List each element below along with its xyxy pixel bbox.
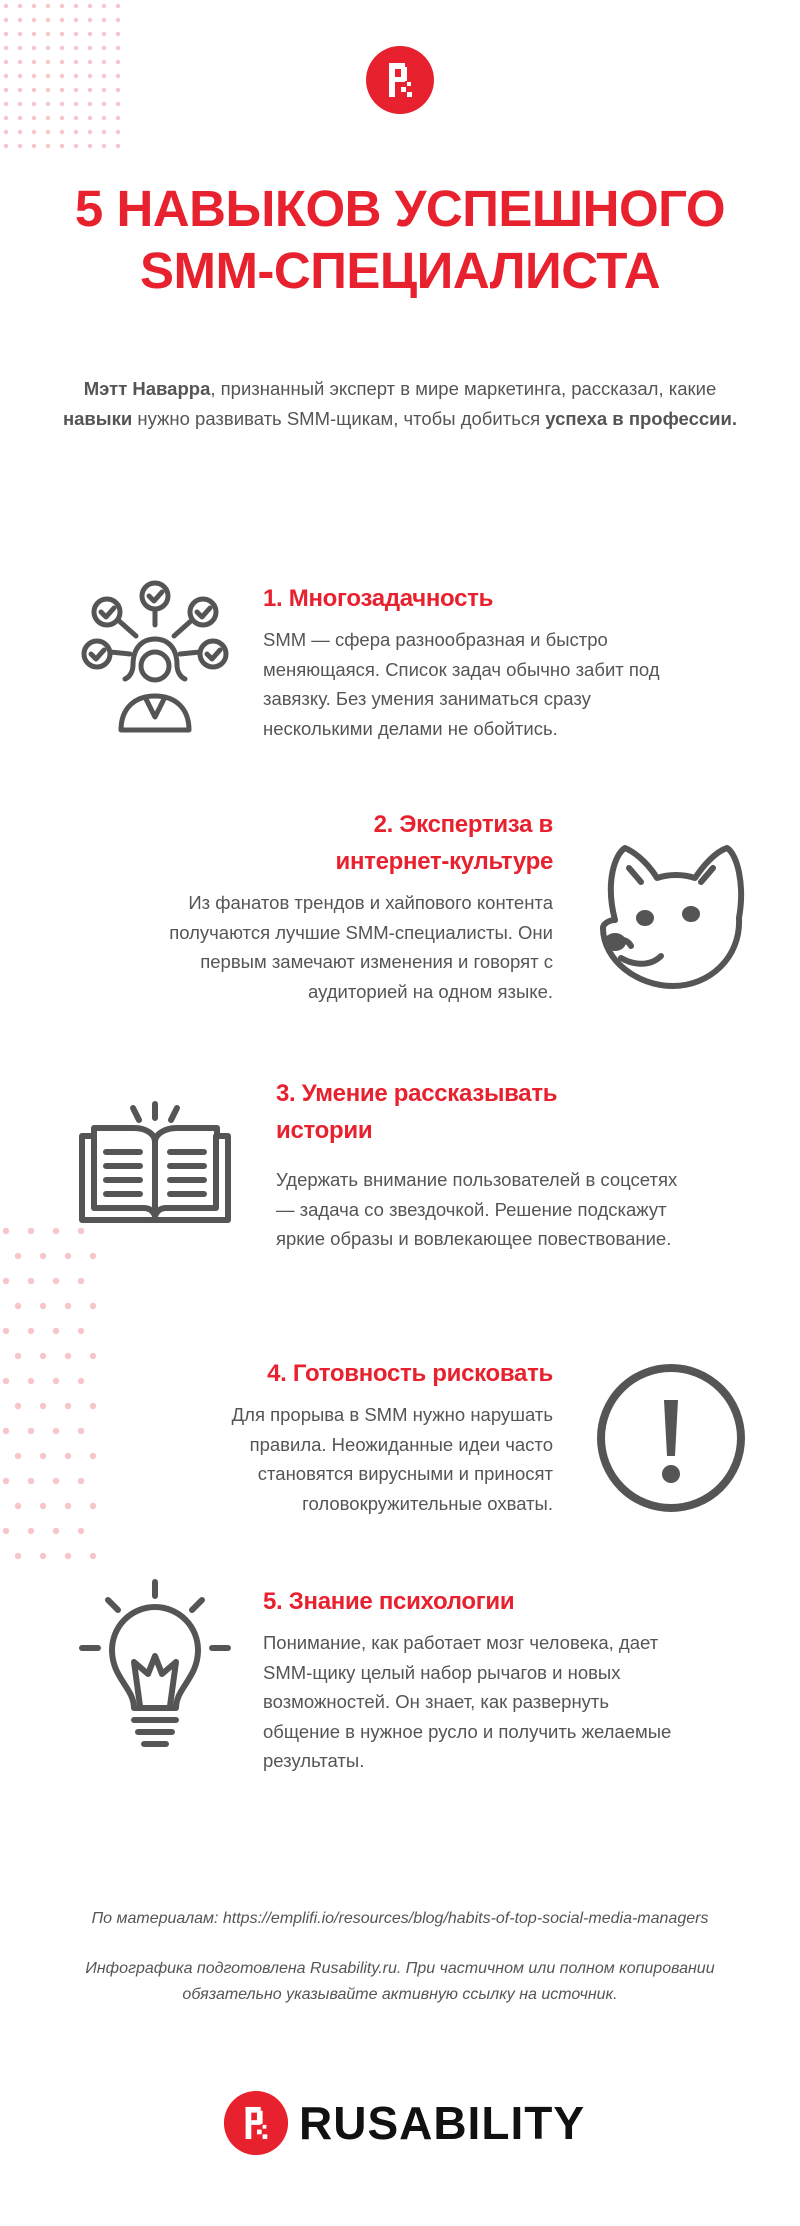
decor-dot bbox=[102, 130, 106, 134]
decor-dot bbox=[116, 32, 120, 36]
decor-dot bbox=[18, 32, 22, 36]
decor-dot bbox=[88, 116, 92, 120]
decor-dot bbox=[18, 144, 22, 148]
decor-dot bbox=[116, 88, 120, 92]
section-title: 5. Знание психологии bbox=[263, 1588, 515, 1615]
decor-dot bbox=[4, 60, 8, 64]
decor-dot bbox=[18, 88, 22, 92]
decor-dot bbox=[15, 1553, 21, 1559]
decor-dot bbox=[78, 1378, 84, 1384]
decor-dot bbox=[46, 144, 50, 148]
decor-dot bbox=[116, 4, 120, 8]
intro-author: Мэтт Наварра bbox=[83, 378, 211, 399]
section-internet-culture bbox=[130, 806, 553, 1006]
decor-dot bbox=[88, 46, 92, 50]
decor-dot bbox=[46, 46, 50, 50]
decor-dot bbox=[28, 1428, 34, 1434]
section-multitasking bbox=[263, 580, 683, 743]
decor-dot bbox=[28, 1228, 34, 1234]
decor-dot bbox=[18, 18, 22, 22]
decor-dot bbox=[74, 32, 78, 36]
decor-dot bbox=[3, 1378, 9, 1384]
decor-dot bbox=[53, 1228, 59, 1234]
decor-dot bbox=[88, 18, 92, 22]
intro-paragraph: Мэтт Наварра, признанный эксперт в мире маркетинга, рассказал, какие навыки нужно развивать SMM-щикам, чтобы добиться успеха в профессии. bbox=[62, 378, 738, 429]
decor-dot bbox=[74, 144, 78, 148]
decor-dot bbox=[40, 1303, 46, 1309]
decor-dot bbox=[4, 46, 8, 50]
decor-dot bbox=[88, 144, 92, 148]
decor-dot bbox=[116, 46, 120, 50]
decor-dot bbox=[88, 60, 92, 64]
decor-dot bbox=[18, 116, 22, 120]
section-body: Для прорыва в SMM нужно нарушать правила. Неожиданные идеи часто становятся вирусными и приносят головокружительные охваты. bbox=[231, 1404, 553, 1514]
decor-dot bbox=[88, 4, 92, 8]
decor-dot bbox=[74, 18, 78, 22]
decor-dot bbox=[90, 1303, 96, 1309]
dot-pattern-left bbox=[0, 1225, 100, 1605]
decor-dot bbox=[90, 1353, 96, 1359]
decor-dot bbox=[15, 1503, 21, 1509]
section-body: SMM — сфера разнообразная и быстро меняющаяся. Список задач обычно забит под завязку. Без умения заниматься сразу несколькими делами не обойтись. bbox=[263, 629, 660, 739]
decor-dot bbox=[65, 1353, 71, 1359]
decor-dot bbox=[3, 1478, 9, 1484]
decor-dot bbox=[74, 102, 78, 106]
decor-dot bbox=[74, 60, 78, 64]
decor-dot bbox=[74, 74, 78, 78]
section-risk bbox=[150, 1355, 553, 1518]
section-body: Понимание, как работает мозг человека, дает SMM-щику целый набор рычагов и новых возможностей. Он знает, как развернуть общение в нужное русло и получить желаемые результаты. bbox=[263, 1632, 672, 1771]
source-link-text: По материалам: https://emplifi.io/resources/blog/habits-of-top-social-media-managers bbox=[91, 1910, 709, 1927]
decor-dot bbox=[3, 1328, 9, 1334]
decor-dot bbox=[60, 102, 64, 106]
decor-dot bbox=[4, 4, 8, 8]
decor-dot bbox=[60, 144, 64, 148]
decor-dot bbox=[32, 102, 36, 106]
decor-dot bbox=[46, 18, 50, 22]
decor-dot bbox=[32, 60, 36, 64]
decor-dot bbox=[74, 88, 78, 92]
decor-dot bbox=[90, 1253, 96, 1259]
decor-dot bbox=[28, 1278, 34, 1284]
decor-dot bbox=[32, 116, 36, 120]
decor-dot bbox=[40, 1253, 46, 1259]
decor-dot bbox=[46, 102, 50, 106]
decor-dot bbox=[102, 144, 106, 148]
decor-dot bbox=[46, 4, 50, 8]
decor-dot bbox=[3, 1228, 9, 1234]
section-title: 1. Многозадачность bbox=[263, 585, 494, 612]
decor-dot bbox=[32, 144, 36, 148]
decor-dot bbox=[102, 102, 106, 106]
decor-dot bbox=[28, 1328, 34, 1334]
decor-dot bbox=[116, 130, 120, 134]
rusability-logo-icon bbox=[223, 2090, 289, 2156]
decor-dot bbox=[102, 116, 106, 120]
dot-pattern-top-left bbox=[0, 0, 120, 160]
decor-dot bbox=[116, 144, 120, 148]
decor-dot bbox=[102, 18, 106, 22]
decor-dot bbox=[88, 88, 92, 92]
decor-dot bbox=[78, 1478, 84, 1484]
decor-dot bbox=[53, 1328, 59, 1334]
decor-dot bbox=[15, 1303, 21, 1309]
decor-dot bbox=[18, 4, 22, 8]
decor-dot bbox=[60, 60, 64, 64]
doge-icon bbox=[595, 842, 747, 992]
decor-dot bbox=[65, 1453, 71, 1459]
decor-dot bbox=[60, 116, 64, 120]
multitasking-person-icon bbox=[75, 580, 235, 735]
decor-dot bbox=[4, 144, 8, 148]
decor-dot bbox=[53, 1528, 59, 1534]
decor-dot bbox=[53, 1278, 59, 1284]
decor-dot bbox=[15, 1353, 21, 1359]
decor-dot bbox=[32, 46, 36, 50]
intro-skills: навыки bbox=[62, 408, 133, 429]
decor-dot bbox=[60, 4, 64, 8]
decor-dot bbox=[40, 1453, 46, 1459]
decor-dot bbox=[40, 1553, 46, 1559]
exclamation-circle-icon bbox=[595, 1362, 747, 1514]
decor-dot bbox=[102, 74, 106, 78]
decor-dot bbox=[74, 130, 78, 134]
decor-dot bbox=[90, 1453, 96, 1459]
decor-dot bbox=[60, 46, 64, 50]
decor-dot bbox=[116, 18, 120, 22]
decor-dot bbox=[32, 4, 36, 8]
decor-dot bbox=[88, 130, 92, 134]
decor-dot bbox=[53, 1428, 59, 1434]
decor-dot bbox=[32, 32, 36, 36]
page-title: 5 НАВЫКОВ УСПЕШНОГО SMM-СПЕЦИАЛИСТА bbox=[74, 180, 726, 299]
decor-dot bbox=[65, 1303, 71, 1309]
decor-dot bbox=[15, 1403, 21, 1409]
decor-dot bbox=[4, 74, 8, 78]
decor-dot bbox=[65, 1253, 71, 1259]
decor-dot bbox=[78, 1228, 84, 1234]
rusability-logo-icon bbox=[365, 45, 435, 115]
decor-dot bbox=[90, 1553, 96, 1559]
decor-dot bbox=[4, 102, 8, 106]
decor-dot bbox=[46, 74, 50, 78]
decor-dot bbox=[88, 102, 92, 106]
decor-dot bbox=[102, 60, 106, 64]
decor-dot bbox=[60, 74, 64, 78]
decor-dot bbox=[18, 130, 22, 134]
decor-dot bbox=[32, 88, 36, 92]
decor-dot bbox=[46, 88, 50, 92]
section-title: 2. Экспертиза в интернет-культуре bbox=[335, 811, 553, 875]
decor-dot bbox=[28, 1528, 34, 1534]
decor-dot bbox=[15, 1453, 21, 1459]
decor-dot bbox=[28, 1378, 34, 1384]
decor-dot bbox=[74, 46, 78, 50]
decor-dot bbox=[116, 102, 120, 106]
decor-dot bbox=[46, 130, 50, 134]
decor-dot bbox=[3, 1428, 9, 1434]
decor-dot bbox=[40, 1403, 46, 1409]
light-bulb-icon bbox=[78, 1578, 233, 1753]
decor-dot bbox=[18, 60, 22, 64]
decor-dot bbox=[46, 116, 50, 120]
section-title: 4. Готовность рисковать bbox=[267, 1360, 553, 1387]
decor-dot bbox=[88, 74, 92, 78]
decor-dot bbox=[102, 88, 106, 92]
decor-dot bbox=[74, 116, 78, 120]
section-storytelling bbox=[276, 1075, 696, 1254]
decor-dot bbox=[74, 4, 78, 8]
intro-success: успеха в профессии. bbox=[545, 408, 738, 429]
decor-dot bbox=[4, 116, 8, 120]
decor-dot bbox=[40, 1503, 46, 1509]
decor-dot bbox=[28, 1478, 34, 1484]
decor-dot bbox=[60, 130, 64, 134]
section-body: Из фанатов трендов и хайпового контента получаются лучшие SMM-специалисты. Они первым замечают изменения и говорят с аудиторией на одном языке. bbox=[169, 892, 553, 1002]
decor-dot bbox=[60, 88, 64, 92]
decor-dot bbox=[102, 4, 106, 8]
decor-dot bbox=[102, 32, 106, 36]
decor-dot bbox=[40, 1353, 46, 1359]
decor-dot bbox=[32, 130, 36, 134]
decor-dot bbox=[60, 18, 64, 22]
open-book-icon bbox=[78, 1100, 233, 1225]
decor-dot bbox=[15, 1253, 21, 1259]
decor-dot bbox=[116, 74, 120, 78]
decor-dot bbox=[4, 18, 8, 22]
decor-dot bbox=[32, 74, 36, 78]
decor-dot bbox=[116, 60, 120, 64]
decor-dot bbox=[46, 32, 50, 36]
decor-dot bbox=[78, 1328, 84, 1334]
decor-dot bbox=[18, 74, 22, 78]
credit-text: Инфографика подготовлена Rusability.ru. При частичном или полном копировании обязательно указывайте активную ссылку на источник. bbox=[85, 1960, 715, 2003]
decor-dot bbox=[65, 1503, 71, 1509]
decor-dot bbox=[4, 88, 8, 92]
decor-dot bbox=[90, 1403, 96, 1409]
decor-dot bbox=[102, 46, 106, 50]
section-body: Удержать внимание пользователей в соцсетях — задача со звездочкой. Решение подскажут яркие образы и вовлекающее повествование. bbox=[276, 1169, 678, 1249]
brand-name: RUSABILITY bbox=[299, 2097, 585, 2149]
decor-dot bbox=[53, 1478, 59, 1484]
decor-dot bbox=[3, 1528, 9, 1534]
decor-dot bbox=[3, 1278, 9, 1284]
decor-dot bbox=[60, 32, 64, 36]
decor-dot bbox=[4, 130, 8, 134]
decor-dot bbox=[18, 46, 22, 50]
decor-dot bbox=[90, 1503, 96, 1509]
decor-dot bbox=[65, 1553, 71, 1559]
section-title: 3. Умение рассказывать истории bbox=[276, 1080, 558, 1144]
decor-dot bbox=[88, 32, 92, 36]
decor-dot bbox=[78, 1278, 84, 1284]
decor-dot bbox=[18, 102, 22, 106]
decor-dot bbox=[46, 60, 50, 64]
decor-dot bbox=[53, 1378, 59, 1384]
section-psychology bbox=[263, 1583, 683, 1776]
decor-dot bbox=[65, 1403, 71, 1409]
decor-dot bbox=[116, 116, 120, 120]
decor-dot bbox=[78, 1428, 84, 1434]
decor-dot bbox=[32, 18, 36, 22]
footer-logo bbox=[223, 2088, 585, 2158]
decor-dot bbox=[4, 32, 8, 36]
decor-dot bbox=[78, 1528, 84, 1534]
